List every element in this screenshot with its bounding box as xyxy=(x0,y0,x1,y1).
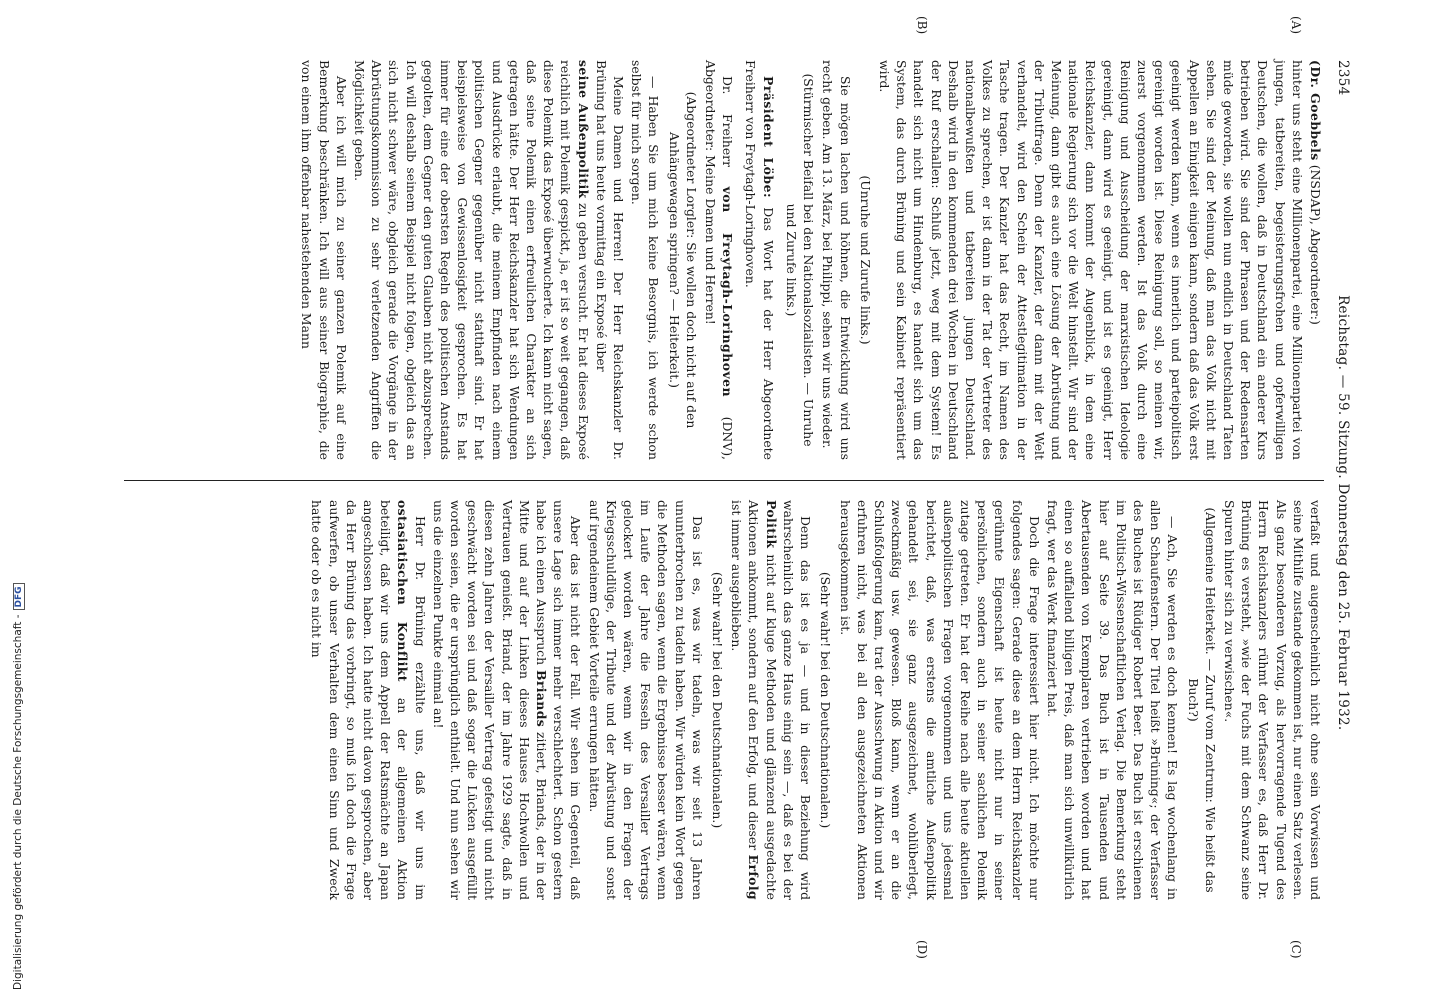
credit-text: Digitalisierung gefördert durch die Deutsche Forschungsgemeinschaft - xyxy=(12,614,24,990)
paragraph: hinter uns steht eine Millionenpartei, eine Millionenpartei von jungen, tatbereiten, begeisterungsfrohen und opferwilligen Deutschen, die wollen, daß in Deutschland ein anderer Kurs betrieben wird. Sie sind der Phrasen und der Redensarten müde geworden, sie wollen nun endlich in Deutschland Taten sehen. Sie sind der Meinung, daß man das Volk nicht mit Appellen an Einigkeit einigen kann, sondern daß das Volk erst geeinigt werden kann, wenn es innerlich und parteipolitisch gereinigt worden ist. Diese Reinigung soll, so meinen wir, zuerst vorgenommen werden. Ist das Volk durch eine Reinigung und Ausscheidung der marxistischen Ideologie gereinigt, dann wird es geeinigt, und ist es geeinigt, Herr Reichskanzler, dann kommt der Augenblick, in dem eine nationale Regierung sich vor die Welt hinstellt. Wir sind der Meinung, dann gibt es auch eine Lösung der Abrüstung und der Tributfrage. Denn der Kanzler, der dann mit der Welt verhandelt, wird den Schein der Attestlegitimation in der Tasche tragen. Der Kanzler hat das Recht, im Namen des Volkes zu sprechen, er ist dann in der Tat der Vertreter des nationalbewußten und tatbereiten jungen Deutschland. Deshalb wird in den kommenden drei Wochen in Deutschland der Ruf erschallen: Schluß jetzt, weg mit dem System! Es handelt sich nicht um Hindenburg, es handelt sich um das System, das durch Brüning und sein Kabinett repräsentiert wird. xyxy=(876,60,1305,460)
paragraph xyxy=(742,60,776,460)
margin-marker-d: (D) xyxy=(915,940,929,959)
paragraph xyxy=(702,60,736,460)
paragraph: verfaßt und augenscheinlich nicht ohne sein Vorwissen und seine Mithilfe zustande gekommen ist, nur einen Satz verlesen. Als ganz besonderen Vorzug, als hervorragende Tugend des Herrn Reichskanzlers rühmt der Verfasser es, daß Herr Dr. Brüning es versteht, »wie der Fuchs mit dem Schwanz seine Spuren hinter sich zu verwischen«. xyxy=(1221,500,1323,900)
margin-marker-b: (B) xyxy=(915,16,929,35)
stage-direction: (Sehr wahr! bei den Deutschnationalen.) xyxy=(710,571,726,829)
stage-direction: (Stürmischer Beifall bei den Nationalsozialisten. — Unruhe und Zurufe links.) xyxy=(783,73,817,447)
speech-text: zu geben versucht. Er hat dieses Exposé reichlich mit Polemik gespickt, ja, er ist so weit gegangen, daß diese Polemik das Exposé überwucherte. Ich kann nicht sagen, daß seine Polemik einen erfreulichen Charakter an sich getragen hätte. Der Herr Reichskanzler hat sich Wendungen und Ausdrücke erlaubt, die meinem Empfinden nach einem politischen Gegner gegenüber nicht statthaft sind. Er hat beispielsweise von Gewissenlosigkeit gesprochen. Es hat immer für eine der obersten Regeln des politischen Anstands gegolten, dem Gegner den guten Glauben nicht abzusprechen. Ich will deshalb seinem Beispiel nicht folgen, obgleich das an sich nicht schwer wäre, obgleich gerade die Vorgänge in der Abrüstungskommission zu sehr verletzenden Angriffen die Möglichkeit geben. xyxy=(352,60,591,460)
paragraph xyxy=(351,60,592,460)
stage-direction: (Unruhe und Zurufe links.) xyxy=(857,175,873,345)
emphasis: Politik xyxy=(763,500,779,549)
speech-text: ist immer ausgeblieben. xyxy=(729,500,745,652)
speaker-name: von Freytagh-Loringhoven xyxy=(720,186,736,398)
emphasis: seine Außenpolitik xyxy=(575,60,591,199)
margin-marker-c: (C) xyxy=(1289,940,1303,959)
page-header xyxy=(1334,60,1360,930)
paragraph xyxy=(430,500,585,900)
speech-text: an der allgemeinen Aktion beteiligt, daß wir uns dem Appell der Ratsmächte an Japan angeschlossen haben. Ich hatte nicht davon gesprochen, aber da Herr Brüning das vorbringt, so muß ich doch die Frage aufwerfen, ob unser Verhalten dem einen Sinn und Zweck hatte oder ob es nicht im xyxy=(309,500,411,900)
paragraph: Sie mögen lachen und höhnen, die Entwicklung wird uns recht geben. Am 13. März, bei Philippi, sehen wir uns wieder. xyxy=(820,60,853,460)
paragraph: — Ach, Sie werden es doch kennen! Es lag wochenlang in allen Schaufenstern. Der Titel heißt »Brüning«; der Verfasser des Buches ist Rüdiger Robert Beer. Das Buch ist erschienen im Politisch-Wissenschaftlichen Verlag. Die Bemerkung steht hier auf Seite 39. Das Buch ist in Tausenden und Abertausenden von Exemplaren vertrieben worden und hat einen so auffallend billigen Preis, daß man sich unwillkürlich fragt, wer das Werk finanziert hat. xyxy=(1044,500,1181,900)
margin-marker-a: (A) xyxy=(1289,16,1303,35)
speech-text: (DNV), Abgeordneter: Meine Damen und Herren! xyxy=(703,60,736,460)
paragraph xyxy=(308,500,428,900)
speech-text: Aber das ist nicht der Fall. Wir sehen im Gegenteil, daß unsere Lage sich immer mehr verschlechtert. Schon gestern habe ich einen Ausspruch xyxy=(534,500,584,900)
speaker-name: Präsident Löbe: xyxy=(760,76,776,199)
paragraph: Doch die Frage interessiert hier nicht. Ich möchte nur folgendes sagen: Gerade diese an dem Herrn Reichskanzler gerühmte Eigenschaft ist heute nicht nur in seiner persönlichen, sondern auch in seiner sachlichen Polemik zutage getreten. Er hat der Reihe nach alle heute aktuellen außenpolitischen Fragen vorgenommen und uns jedesmal berichtet, daß, was erstens die amtliche Außenpolitik gehandelt sei, sie ganz ausgezeichnet, wohlüberlegt, zweckmäßig usw. gewesen. Bloß kann, wenn er an die Schlußfolgerung kam, trat der Ausschwung in Aktion und wir erfuhren nicht, was bei all den ausgezeichneten Aktionen herausgekommen ist. xyxy=(837,500,1042,900)
speech-text: zitiert, Briands, der in der Mitte und auf der Linken dieses Hauses Hochwollen und Vertrauen genießt. Briand, der im Jahre 1929 sagte, daß in diesen zehn Jahren der Versailler Vertrag gefestigt und nicht geschwächt worden sei und daß sogar die Lücken ausgefüllt worden seien, die er ursprünglich enthielt. Und nun sehen wir uns die einzelnen Punkte einmal an! xyxy=(430,500,550,900)
left-column xyxy=(114,60,1324,460)
paragraph xyxy=(1307,60,1324,460)
emphasis: Briands xyxy=(534,669,550,728)
stage-direction: (Allgemeine Heiterkeit. — Zuruf vom Zentrum: Wie heißt das Buch?) xyxy=(1185,507,1218,893)
speech-text: Denn das ist es ja — und in dieser Beziehung wird wahrscheinlich das ganze Haus einig sein —, daß es bei der xyxy=(780,500,814,900)
stage-direction: (Abgeordneter Lorgler: Sie wollen doch nicht auf den Anhängewagen springen? — Heiterkeit.) xyxy=(666,91,699,429)
emphasis: Erfolg xyxy=(746,854,762,900)
document-page xyxy=(100,16,1360,959)
paragraph: Aber ich will mich zu seiner ganzen Polemik auf eine Bemerkung beschränken. Ich will aus seiner Biographie, die von einem ihm offenbar nahestehenden Mann xyxy=(299,60,349,460)
speaker-party: (NSDAP), Abgeordneter:) xyxy=(1308,160,1323,325)
speech-text: Herr Dr. Brüning erzählte uns, daß wir uns im xyxy=(412,516,428,900)
right-column xyxy=(114,500,1324,900)
column-divider xyxy=(124,480,1324,481)
page-title: Reichstag. — 59. Sitzung. Donnerstag den 25. Februar 1932. xyxy=(1335,295,1352,731)
speech-text: Das Wort hat der Herr Abgeordnete Freiherr von Freytagh-Loringhoven. xyxy=(743,60,776,460)
paragraph: Das ist es, was wir tadeln, was wir seit 13 Jahren ununterbrochen zu tadeln haben. Wir würden kein Wort gegen die Methoden sagen, wenn die Ergebnisse besser wären, wenn im Laufe der Jahre die Fesseln des Versailler Vertrags gelockert worden wären, wenn wir in den Fragen der Kriegsschuldlüge, der Tribute und der Abrüstung und sonst auf irgendeinem Gebiet Vorteile errungen hätten. xyxy=(586,500,705,900)
speech-text: Dr. Freiherr xyxy=(720,76,736,187)
page-number: 2354 xyxy=(1335,60,1352,96)
paragraph: — Haben Sie um mich keine Besorgnis, ich werde schon selbst für mich sorgen. xyxy=(629,60,662,460)
speech-text: nicht auf kluge Methoden und glänzend ausgedachte Aktionen ankommt, sondern auf den Erfolg, und dieser xyxy=(746,500,779,900)
digitization-credit xyxy=(12,583,25,990)
emphasis: ostasiatischen Konflikt xyxy=(395,500,411,682)
dfg-logo: DFG xyxy=(13,583,25,610)
paragraph xyxy=(728,500,814,900)
speaker-name: (Dr. Goebbels xyxy=(1308,60,1323,161)
stage-direction: (Sehr wahr! bei den Deutschnationalen.) xyxy=(818,571,834,829)
paragraph: Meine Damen und Herren! Der Herr Reichskanzler Dr. Brüning hat uns heute vormittag ein Exposé über xyxy=(593,60,627,460)
